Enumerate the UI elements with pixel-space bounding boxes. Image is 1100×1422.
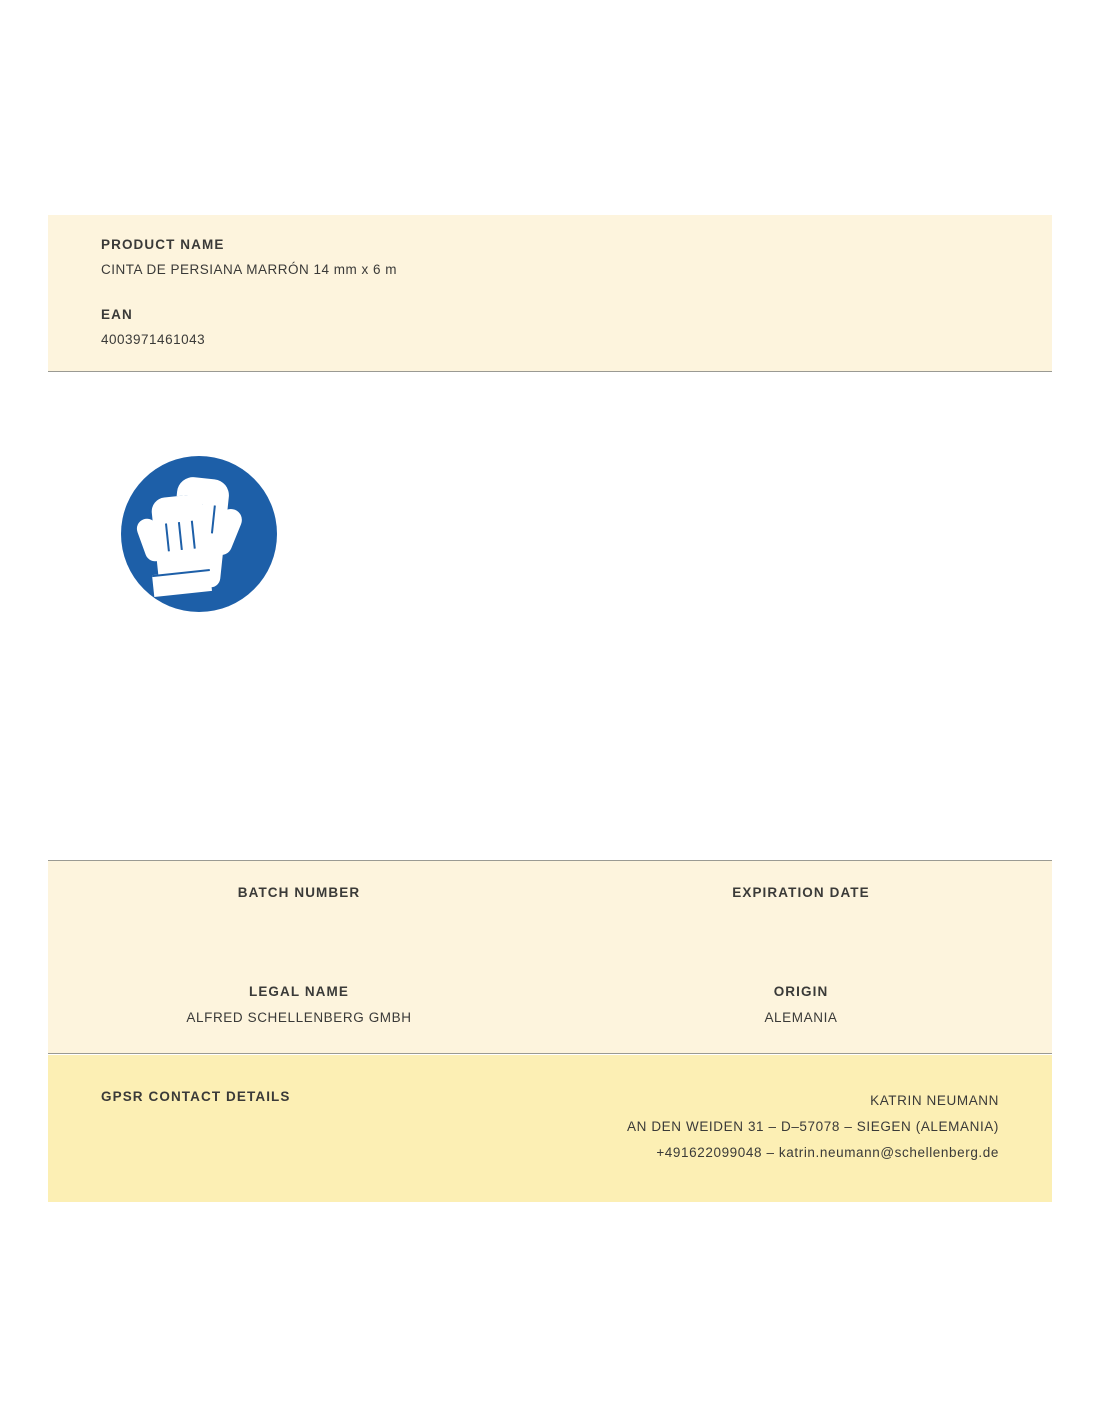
product-name-field — [48, 237, 1052, 277]
gpsr-contact-block — [48, 1055, 1052, 1202]
product-info-block — [48, 215, 1052, 372]
legal-name-value: ALFRED SCHELLENBERG GMBH — [186, 1010, 412, 1025]
batch-number-value — [48, 911, 550, 928]
glove-finger-divider — [178, 522, 183, 550]
expiration-date-label: EXPIRATION DATE — [732, 885, 870, 900]
origin-label: ORIGIN — [773, 984, 829, 999]
product-name-value: CINTA DE PERSIANA MARRÓN 14 mm x 6 m — [101, 262, 398, 277]
product-name-label: PRODUCT NAME — [101, 237, 225, 252]
gpsr-contact-label: GPSR CONTACT DETAILS — [101, 1089, 291, 1104]
gpsr-contact-phone-email: +491622099048 – katrin.neumann@schellenberg.de — [656, 1145, 999, 1160]
ean-field — [48, 307, 1052, 347]
pictogram-circle — [121, 456, 277, 612]
gpsr-contact-address: AN DEN WEIDEN 31 – D–57078 – SIEGEN (ALEMANIA) — [627, 1119, 999, 1134]
legal-origin-row — [48, 984, 1052, 1027]
glove-cuff-shape — [152, 569, 212, 597]
ean-value: 4003971461043 — [101, 332, 206, 347]
legal-name-cell — [48, 984, 550, 1027]
expiration-date-cell — [550, 885, 1052, 928]
expiration-date-value — [550, 911, 1052, 928]
pictogram-area — [48, 420, 1052, 840]
gpsr-contact-lines — [627, 1088, 999, 1166]
origin-cell — [550, 984, 1052, 1027]
batch-legal-info-block — [48, 860, 1052, 1054]
protective-gloves-icon — [121, 456, 277, 612]
origin-value: ALEMANIA — [764, 1010, 838, 1025]
glove-finger-divider — [165, 523, 170, 551]
gpsr-contact-name: KATRIN NEUMANN — [870, 1093, 999, 1108]
batch-number-label: BATCH NUMBER — [237, 885, 361, 900]
ean-label: EAN — [101, 307, 133, 322]
legal-name-label: LEGAL NAME — [248, 984, 349, 999]
batch-expiration-row — [48, 885, 1052, 928]
batch-number-cell — [48, 885, 550, 928]
glove-finger-divider — [191, 521, 196, 549]
